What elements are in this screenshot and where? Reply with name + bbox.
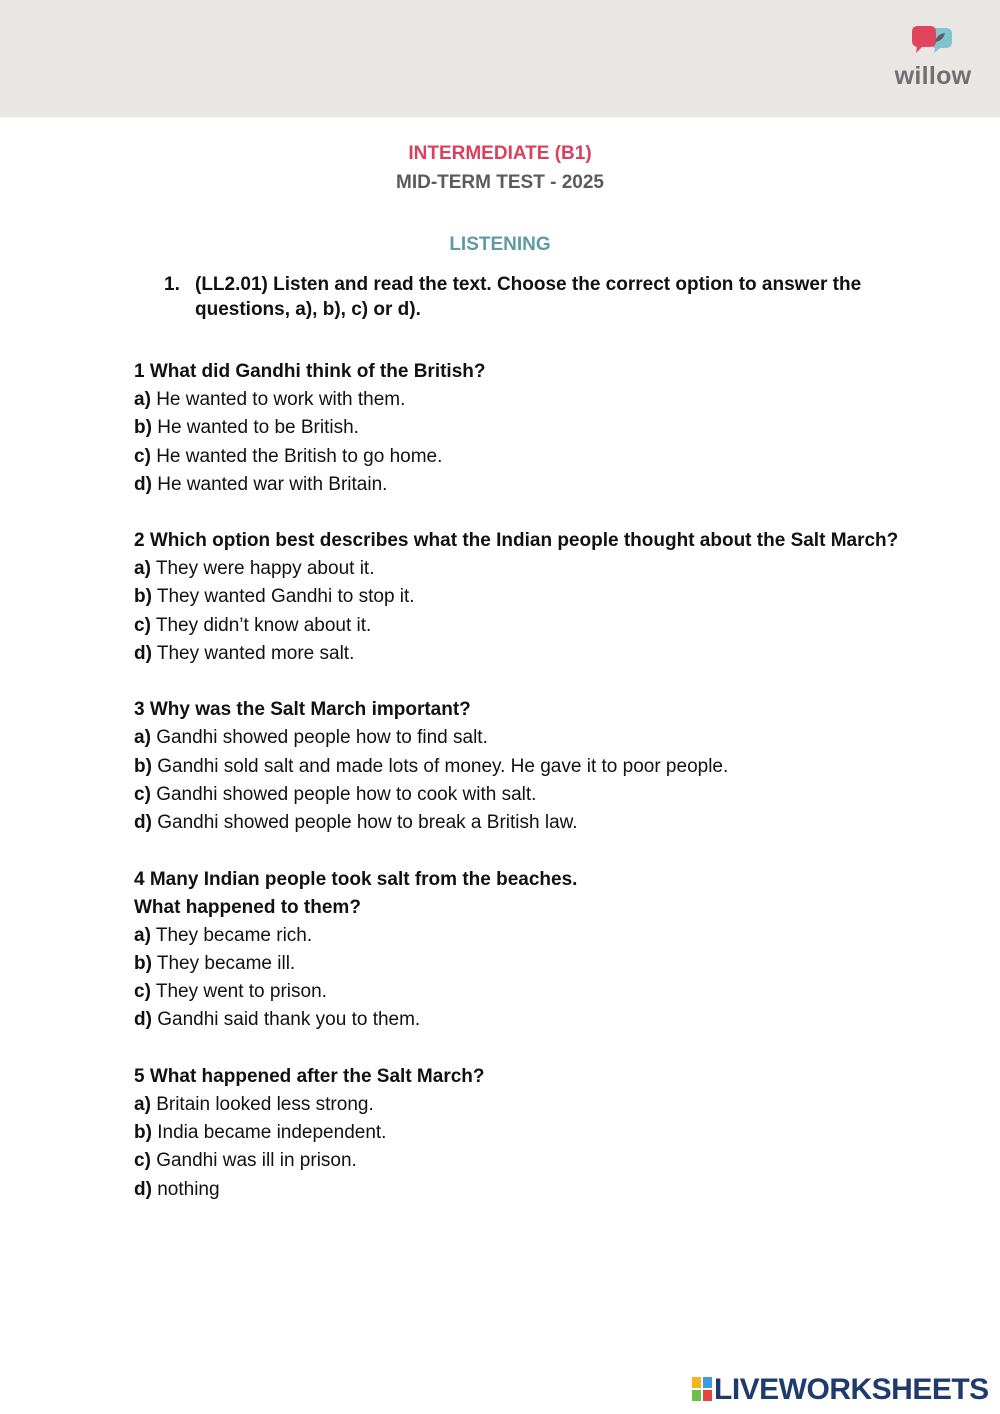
instruction-text: (LL2.01) Listen and read the text. Choose the correct option to answer the questions, a), b), c) or d). (195, 274, 862, 320)
option-letter: b) (134, 417, 152, 439)
option-text: He wanted war with Britain. (157, 473, 388, 495)
option-text: India became independent. (157, 1122, 387, 1144)
option-letter: a) (134, 558, 151, 580)
option-d[interactable] (134, 640, 925, 668)
option-letter: d) (134, 1009, 152, 1031)
question-4 (134, 866, 925, 1035)
option-text: nothing (157, 1178, 220, 1200)
option-letter: d) (134, 812, 152, 834)
option-text: He wanted the British to go home. (156, 445, 443, 467)
option-letter: d) (134, 1178, 152, 1200)
option-a[interactable] (134, 555, 925, 583)
option-text: Gandhi sold salt and made lots of money. He gave it to poor people. (157, 755, 729, 777)
color-blocks-icon (692, 1377, 712, 1401)
option-b[interactable] (134, 950, 925, 978)
option-b[interactable] (134, 414, 925, 442)
option-text: Gandhi was ill in prison. (156, 1150, 357, 1172)
option-text: They wanted Gandhi to stop it. (156, 586, 415, 608)
option-a[interactable] (134, 1091, 925, 1119)
question-1 (134, 358, 925, 499)
question-3 (134, 696, 925, 837)
option-letter: a) (134, 727, 151, 749)
question-5 (134, 1063, 925, 1204)
question-prompt: 5 What happened after the Salt March? (134, 1065, 485, 1087)
instruction-number: 1. (164, 274, 180, 295)
option-a[interactable] (134, 724, 925, 752)
option-letter: a) (134, 389, 151, 410)
option-d[interactable] (134, 471, 925, 499)
option-b[interactable] (134, 1119, 925, 1147)
option-c[interactable] (134, 1147, 925, 1175)
option-c[interactable] (134, 781, 925, 809)
option-letter: b) (134, 755, 152, 777)
option-text: He wanted to work with them. (156, 389, 406, 410)
section-heading: LISTENING (449, 234, 551, 255)
option-letter: c) (134, 445, 151, 467)
willow-logo (888, 26, 978, 96)
option-text: They became ill. (156, 952, 296, 974)
option-a[interactable] (134, 922, 925, 950)
test-title: MID-TERM TEST - 2025 (396, 172, 604, 193)
option-letter: c) (134, 614, 151, 636)
question-list (134, 358, 925, 1232)
option-text: They didn’t know about it. (155, 614, 372, 636)
question-prompt-line-2: What happened to them? (134, 896, 361, 918)
option-letter: b) (134, 586, 152, 608)
option-c[interactable] (134, 978, 925, 1006)
option-b[interactable] (134, 583, 925, 611)
question-prompt: 2 Which option best describes what the Indian people thought about the Salt March? (134, 530, 899, 552)
option-text: They went to prison. (155, 981, 327, 1003)
option-c[interactable] (134, 612, 925, 640)
option-text: They were happy about it. (155, 558, 375, 580)
option-letter: c) (134, 1150, 151, 1172)
option-d[interactable] (134, 809, 925, 837)
option-text: Britain looked less strong. (156, 1093, 374, 1115)
speech-bubbles-icon (910, 26, 954, 66)
option-letter: b) (134, 952, 152, 974)
option-d[interactable] (134, 1006, 925, 1034)
option-text: He wanted to be British. (157, 417, 359, 439)
level-title: INTERMEDIATE (B1) (408, 143, 592, 164)
option-d[interactable] (134, 1176, 925, 1204)
option-text: They wanted more salt. (156, 643, 355, 665)
header-band (0, 0, 1000, 117)
question-2 (134, 527, 925, 668)
logo-text: willow (894, 62, 972, 90)
instruction (164, 272, 934, 322)
question-prompt-line-1: 4 Many Indian people took salt from the beaches. (134, 868, 578, 890)
option-letter: c) (134, 783, 151, 805)
option-c[interactable] (134, 443, 925, 471)
option-text: They became rich. (155, 924, 313, 946)
option-letter: a) (134, 924, 151, 946)
option-text: Gandhi said thank you to them. (157, 1009, 421, 1031)
option-letter: a) (134, 1093, 151, 1115)
option-a[interactable] (134, 386, 925, 414)
option-text: Gandhi showed people how to find salt. (156, 727, 488, 749)
question-prompt: 3 Why was the Salt March important? (134, 699, 471, 721)
option-letter: d) (134, 643, 152, 665)
liveworksheets-text: LIVEWORKSHEETS (714, 1373, 989, 1406)
option-letter: d) (134, 473, 152, 495)
option-text: Gandhi showed people how to break a British law. (157, 812, 578, 834)
option-text: Gandhi showed people how to cook with salt. (156, 783, 537, 805)
question-prompt: 1 What did Gandhi think of the British? (134, 361, 486, 382)
option-letter: c) (134, 981, 151, 1003)
option-b[interactable] (134, 753, 925, 781)
option-letter: b) (134, 1122, 152, 1144)
